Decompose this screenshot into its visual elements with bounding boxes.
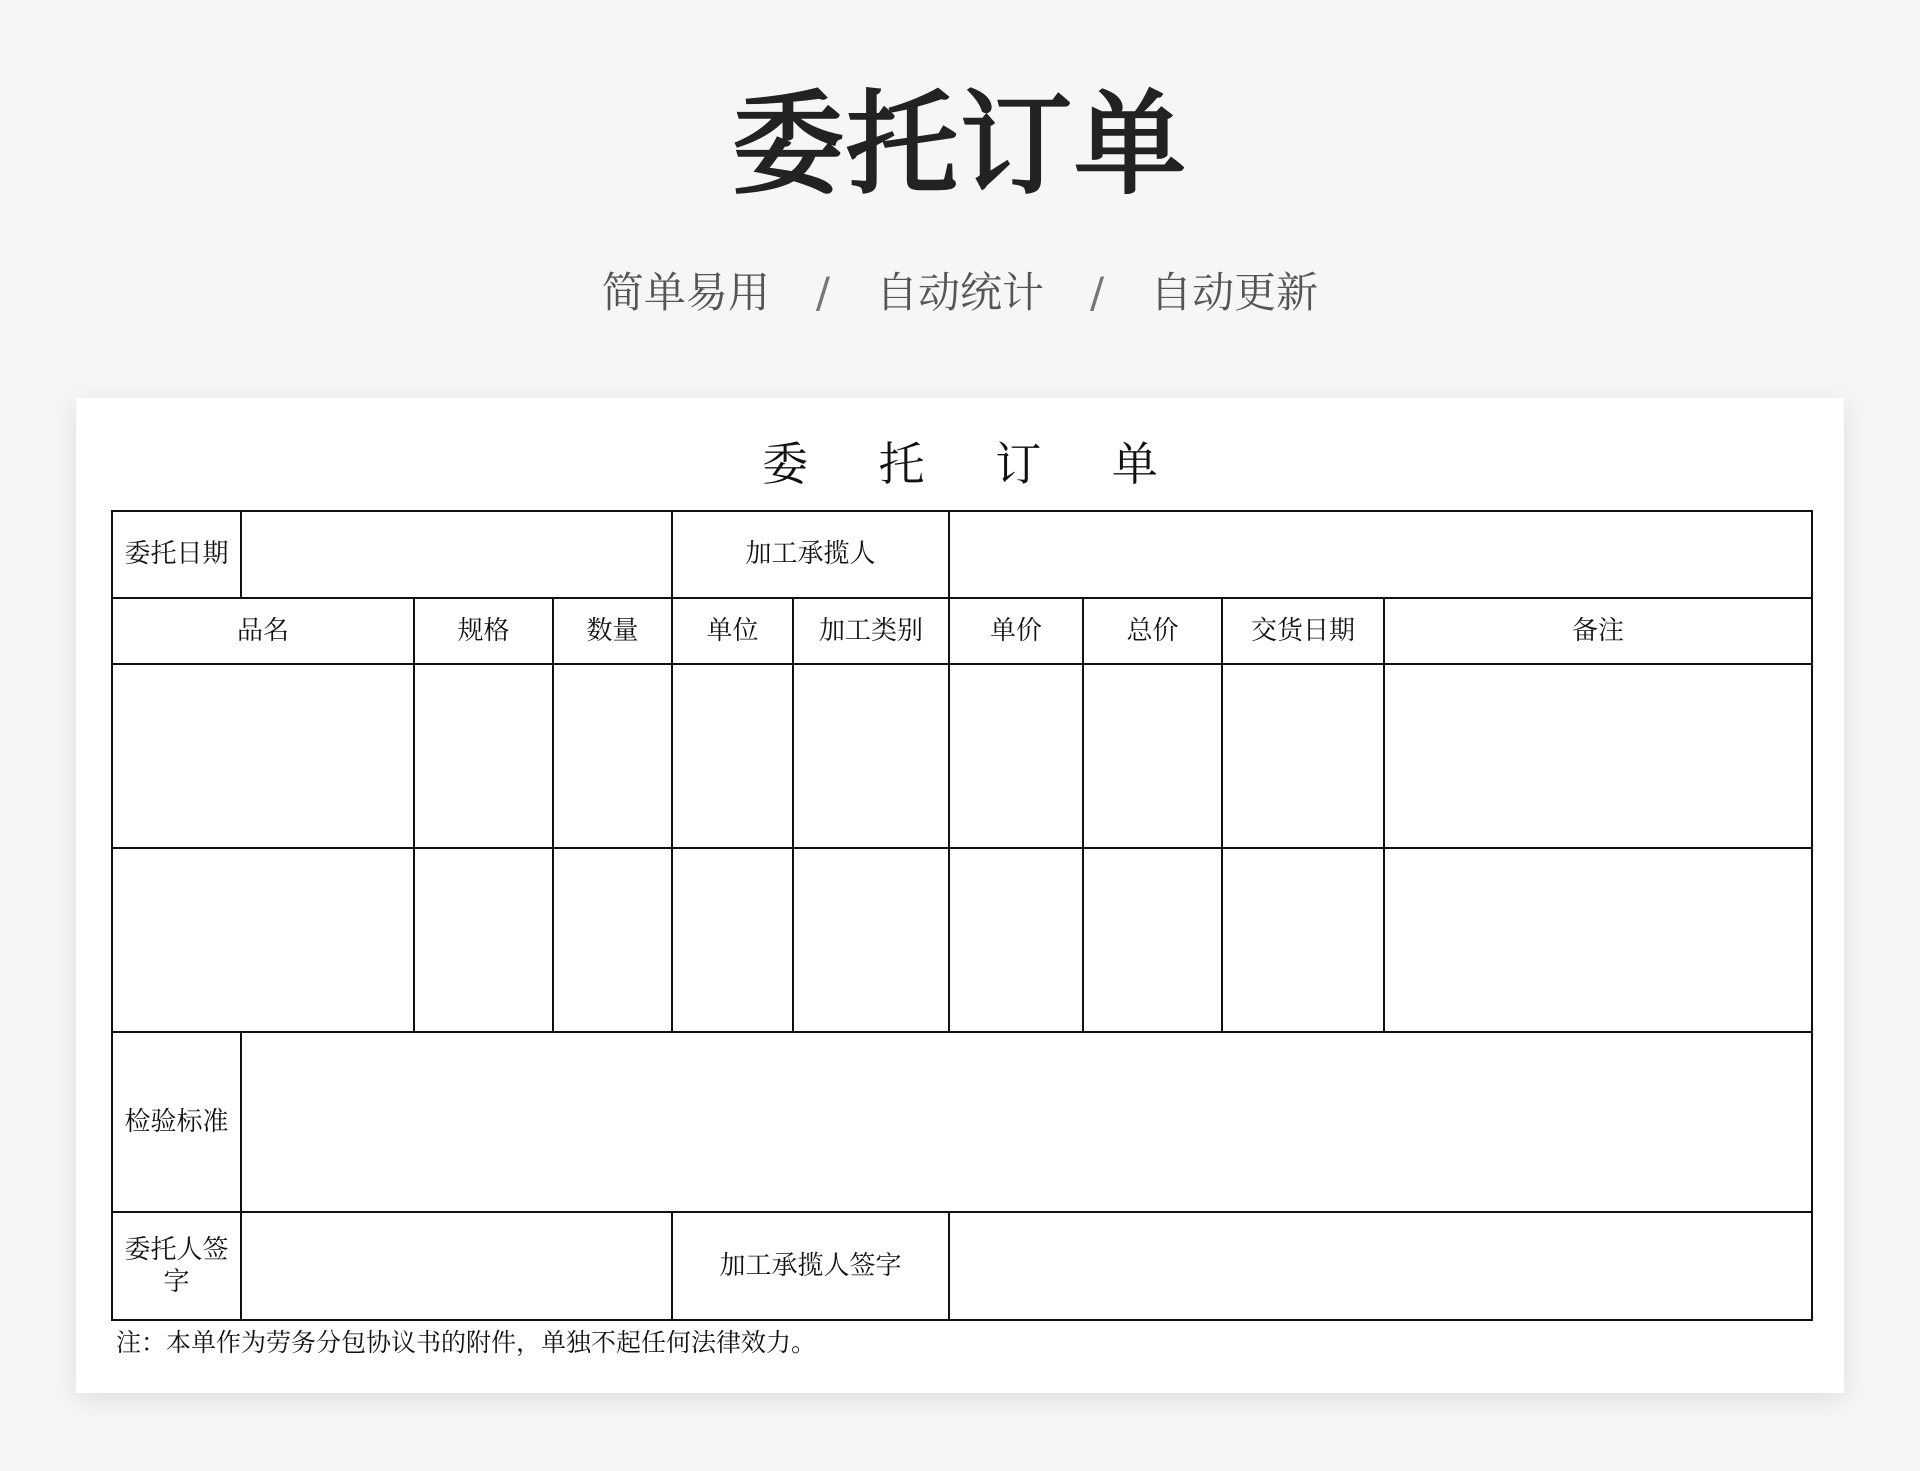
col-header-unit-price: 单价 (949, 598, 1083, 664)
cell-category[interactable] (793, 848, 949, 1032)
cell-qty[interactable] (553, 664, 672, 848)
order-form-table (111, 510, 1813, 1321)
col-header-name: 品名 (112, 598, 414, 664)
processor-signature-field[interactable] (949, 1212, 1812, 1320)
signature-row (112, 1212, 1812, 1320)
document-title: 委 托 订 单 (762, 437, 1186, 491)
col-header-spec: 规格 (414, 598, 553, 664)
column-header-row (112, 598, 1812, 664)
cell-name[interactable] (112, 848, 414, 1032)
cell-remarks[interactable] (1384, 848, 1812, 1032)
feature-easy: 简单易用 (601, 268, 770, 317)
cell-spec[interactable] (414, 848, 553, 1032)
client-signature-field[interactable] (241, 1212, 672, 1320)
client-signature-label: 委托人签字 (112, 1212, 241, 1320)
inspection-field[interactable] (241, 1032, 1812, 1212)
page-title: 委托订单 (732, 80, 1188, 210)
feature-auto-stats: 自动统计 (875, 268, 1044, 317)
cell-unit-price[interactable] (949, 664, 1083, 848)
inspection-row (112, 1032, 1812, 1212)
processor-signature-label: 加工承揽人签字 (672, 1212, 949, 1320)
processor-field[interactable] (949, 511, 1812, 598)
separator: / (1090, 268, 1105, 317)
date-field[interactable] (241, 511, 672, 598)
cell-total[interactable] (1083, 664, 1222, 848)
cell-unit-price[interactable] (949, 848, 1083, 1032)
processor-label: 加工承揽人 (672, 511, 949, 598)
col-header-remarks: 备注 (1384, 598, 1812, 664)
cell-name[interactable] (112, 664, 414, 848)
document-preview (76, 398, 1844, 1393)
feature-tagline (0, 268, 1920, 318)
cell-qty[interactable] (553, 848, 672, 1032)
col-header-qty: 数量 (553, 598, 672, 664)
col-header-unit: 单位 (672, 598, 793, 664)
footnote: 注：本单作为劳务分包协议书的附件，单独不起任何法律效力。 (116, 1328, 817, 1357)
header-info-row (112, 511, 1812, 598)
cell-unit[interactable] (672, 664, 793, 848)
cell-remarks[interactable] (1384, 664, 1812, 848)
feature-auto-update: 自动更新 (1150, 268, 1319, 317)
table-row (112, 664, 1812, 848)
cell-delivery-date[interactable] (1222, 848, 1384, 1032)
cell-total[interactable] (1083, 848, 1222, 1032)
date-label: 委托日期 (112, 511, 241, 598)
cell-delivery-date[interactable] (1222, 664, 1384, 848)
inspection-label: 检验标准 (112, 1032, 241, 1212)
col-header-category: 加工类别 (793, 598, 949, 664)
separator: / (815, 268, 830, 317)
col-header-delivery-date: 交货日期 (1222, 598, 1384, 664)
col-header-total: 总价 (1083, 598, 1222, 664)
cell-spec[interactable] (414, 664, 553, 848)
cell-category[interactable] (793, 664, 949, 848)
table-row (112, 848, 1812, 1032)
cell-unit[interactable] (672, 848, 793, 1032)
